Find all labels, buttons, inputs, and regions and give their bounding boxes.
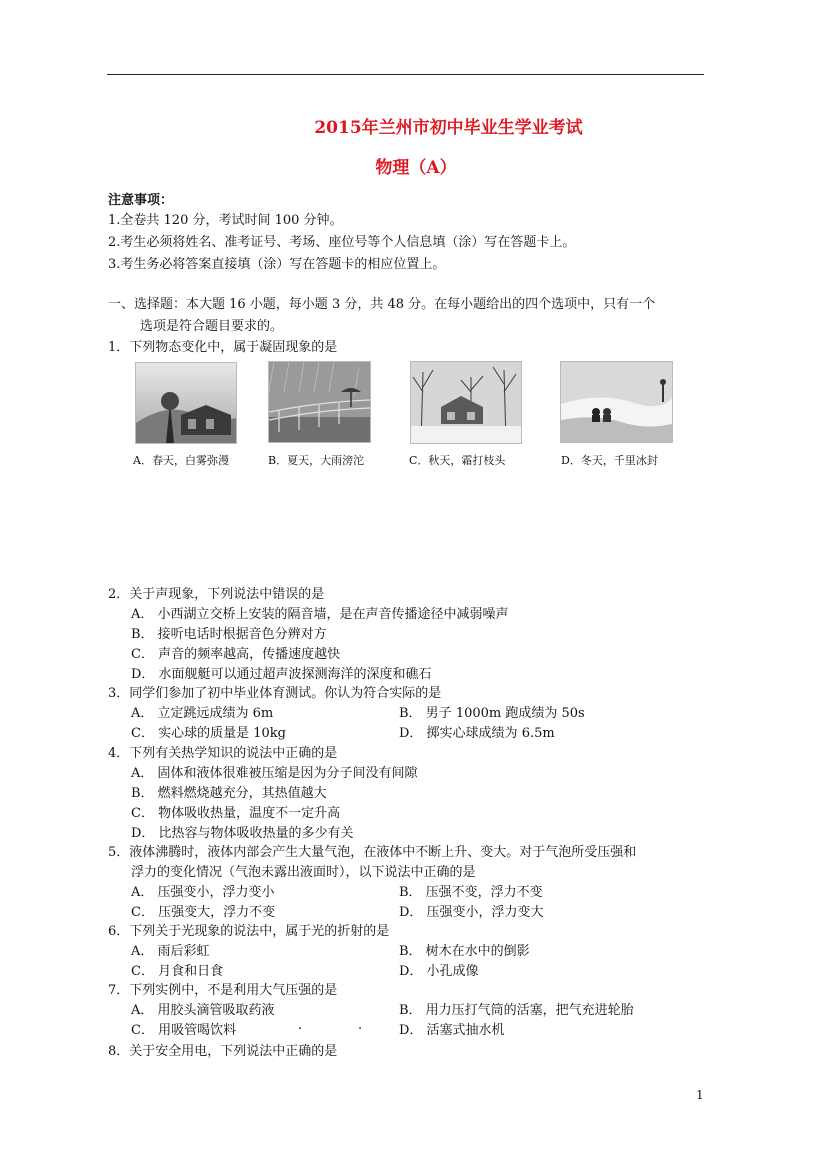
fog-house-image xyxy=(136,363,236,443)
question-stem: 5．液体沸腾时，液体内部会产生大量气泡，在液体中不断上升、变大。对于气泡所受压强和 xyxy=(108,845,637,860)
option-c: C． 声音的频率越高，传播速度越快 xyxy=(131,647,341,662)
option-b: B． 用力压打气筒的活塞，把气充进轮胎 xyxy=(399,1003,634,1018)
option-d: D． 活塞式抽水机 xyxy=(399,1023,505,1038)
section-instructions: 一、选择题：本大题 16 小题，每小题 3 分，共 48 分。在每小题给出的四个选项中，只有一个 xyxy=(108,297,656,312)
option-d: D． 小孔成像 xyxy=(399,964,479,979)
question-stem: 2．关于声现象，下列说法中错误的是 xyxy=(108,587,325,602)
question-stem: 1．下列物态变化中，属于凝固现象的是 xyxy=(108,340,338,355)
option-b: B． 压强不变，浮力不变 xyxy=(399,885,543,900)
option-a: A． 小西湖立交桥上安装的隔音墙，是在声音传播途径中减弱噪声 xyxy=(131,607,509,622)
stray-dot: . xyxy=(358,1018,363,1033)
option-c: C． 月食和日食 xyxy=(131,964,224,979)
option-d: D． 比热容与物体吸收热量的多少有关 xyxy=(131,826,354,841)
question-stem: 3．同学们参加了初中毕业体育测试。你认为符合实际的是 xyxy=(108,686,442,701)
photo-frost xyxy=(410,361,522,444)
stray-dot: . xyxy=(298,1018,303,1033)
exam-subtitle: 物理（A） xyxy=(375,158,457,178)
question-stem: 4．下列有关热学知识的说法中正确的是 xyxy=(108,746,338,761)
rain-railing-image xyxy=(269,362,370,442)
option-d: D． 掷实心球成绩为 6.5m xyxy=(399,726,555,741)
option-d: D． 压强变小，浮力变大 xyxy=(399,905,544,920)
frost-trees-image xyxy=(411,362,521,443)
notice-item: 1.全卷共 120 分，考试时间 100 分钟。 xyxy=(108,213,343,228)
notice-item: 3.考生务必将答案直接填（涂）写在答题卡的相应位置上。 xyxy=(108,257,446,272)
option-b: B． 男子 1000m 跑成绩为 50s xyxy=(399,706,585,721)
option-c: C． 物体吸收热量，温度不一定升高 xyxy=(131,806,341,821)
photo-rain xyxy=(268,361,371,443)
image-caption: D．冬天，千里冰封 xyxy=(561,454,658,467)
option-a: A． 固体和液体很难被压缩是因为分子间没有间隙 xyxy=(131,766,418,781)
image-caption: A．春天，白雾弥漫 xyxy=(133,454,229,467)
section-instructions-cont: 选项是符合题目要求的。 xyxy=(140,319,284,334)
question-stem: 8．关于安全用电，下列说法中正确的是 xyxy=(108,1044,338,1059)
question-stem: 6．下列关于光现象的说法中，属于光的折射的是 xyxy=(108,924,390,939)
option-c: C． 实心球的质量是 10kg xyxy=(131,726,286,741)
option-a: A． 压强变小，浮力变小 xyxy=(131,885,275,900)
option-a: A． 立定跳远成绩为 6m xyxy=(131,706,274,721)
notice-heading: 注意事项： xyxy=(108,193,174,208)
option-c: C． 用吸管喝饮料 xyxy=(131,1023,237,1038)
option-a: A． 雨后彩虹 xyxy=(131,944,210,959)
exam-title: 2015年兰州市初中毕业生学业考试 xyxy=(314,118,583,138)
option-b: B． 接听电话时根据音色分辨对方 xyxy=(131,627,327,642)
photo-fog xyxy=(135,362,237,444)
header-rule xyxy=(107,74,704,75)
option-a: A． 用胶头滴管吸取药液 xyxy=(131,1003,275,1018)
option-b: B． 树木在水中的倒影 xyxy=(399,944,530,959)
page-number: 1 xyxy=(696,1088,704,1102)
option-c: C． 压强变大，浮力不变 xyxy=(131,905,276,920)
image-caption: C．秋天，霜打枝头 xyxy=(409,454,506,467)
option-b: B． 燃料燃烧越充分，其热值越大 xyxy=(131,786,327,801)
image-caption: B．夏天，大雨滂沱 xyxy=(268,454,365,467)
notice-item: 2.考生必须将姓名、准考证号、考场、座位号等个人信息填（涂）写在答题卡上。 xyxy=(108,235,576,250)
photo-ice xyxy=(560,361,673,443)
option-d: D． 水面舰艇可以通过超声波探测海洋的深度和礁石 xyxy=(131,667,432,682)
question-stem-cont: 浮力的变化情况（气泡未露出液面时），以下说法中正确的是 xyxy=(131,865,476,880)
question-stem: 7．下列实例中，不是利用大气压强的是 xyxy=(108,983,338,998)
ice-field-image xyxy=(561,362,672,442)
